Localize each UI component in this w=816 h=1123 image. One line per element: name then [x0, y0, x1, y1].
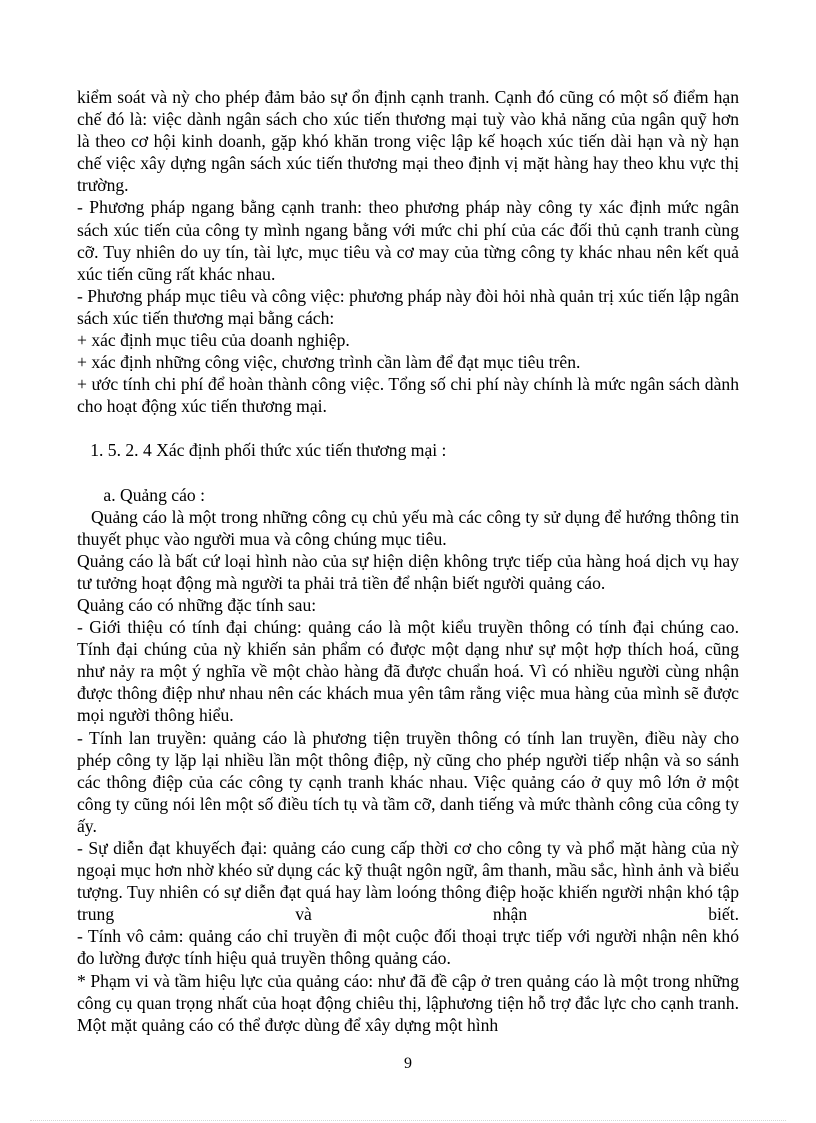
page-body — [77, 86, 744, 1036]
paragraph: + ước tính chi phí để hoàn thành công việc. Tổng số chi phí này chính là mức ngân sách dành cho hoạt động xúc tiến thương mại. — [77, 374, 739, 417]
subsection-heading: a. Quảng cáo : — [77, 484, 206, 505]
paragraph: kiểm soát và nỳ cho phép đảm bảo sự ổn định cạnh tranh. Cạnh đó cũng có một số điểm hạn chế đó là: việc dành ngân sách cho xúc tiến thương mại tuỳ vào khả năng của ngân quỹ hơn là theo cơ hội kinh doanh, gặp khó khăn trong việc lập kế hoạch xúc tiến dài hạn và nỳ hạn chế việc xây dựng ngân sách xúc tiến thương mại theo định vị mặt hàng hay theo khu vực thị trường. — [77, 87, 739, 196]
paragraph: + xác định mục tiêu của doanh nghiệp. — [77, 330, 350, 351]
paragraph: - Phương pháp mục tiêu và công việc: phương pháp này đòi hỏi nhà quản trị xúc tiến lập ngân sách xúc tiến thương mại bằng cách: — [77, 285, 739, 328]
page-bottom-divider — [30, 1120, 786, 1121]
paragraph: + xác định những công việc, chương trình cần làm để đạt mục tiêu trên. — [77, 352, 581, 373]
paragraph: - Phương pháp ngang bằng cạnh tranh: theo phương pháp này công ty xác định mức ngân sách xúc tiến của công ty mình ngang bằng với mức chi phí của các đối thủ cạnh tranh cùng cỡ. Tuy nhiên do uy tín, tài lực, mục tiêu và cơ may của từng công ty khác nhau nên kết quả xúc tiến cũng rất khác nhau. — [77, 197, 739, 284]
section-heading: 1. 5. 2. 4 Xác định phối thức xúc tiến thương mại : — [77, 440, 447, 461]
paragraph: * Phạm vi và tầm hiệu lực của quảng cáo: như đã đề cập ở tren quảng cáo là một trong những công cụ quan trọng nhất của hoạt động chiêu thị, lậphương tiện hỗ trợ đắc lực cho cạnh tranh. Một mặt quảng cáo có thể được dùng để xây dựng một hình — [77, 970, 739, 1035]
blank-line — [77, 462, 739, 484]
paragraph: Quảng cáo có những đặc tính sau: — [77, 594, 317, 615]
page-number: 9 — [404, 1055, 412, 1072]
paragraph: Quảng cáo là một trong những công cụ chủ yếu mà các công ty sử dụng để hướng thông tin thuyết phục vào người mua và công chúng mục tiêu. — [77, 506, 744, 549]
paragraph: - Tính vô cảm: quảng cáo chỉ truyền đi một cuộc đối thoại trực tiếp với người nhận nên khó đo lường được tính hiệu quả truyền thông quảng cáo. — [77, 926, 739, 969]
paragraph: - Giới thiệu có tính đại chúng: quảng cáo là một kiểu truyền thông có tính đại chúng cao. Tính đại chúng của nỳ khiến sản phẩm có được một dạng như sự một hợp thích hoá, cũng như nảy ra một ý nghĩa về một chào hàng đã được chuẩn hoá. Vì có nhiều người cùng nhận được thông điệp như nhau nên các khách mua yên tâm rằng việc mua hàng của mình sẽ được mọi người thông hiểu. — [77, 617, 739, 726]
paragraph: - Tính lan truyền: quảng cáo là phương tiện truyền thông có tính lan truyền, điều này cho phép công ty lặp lại nhiều lần một thông điệp, nỳ cũng cho phép người tiếp nhận và so sánh các thông điệp của các công ty cạnh tranh khác nhau. Việc quảng cáo ở quy mô lớn ở một công ty cũng nói lên một số điều tích tụ và tầm cỡ, danh tiếng và mức thành công của công ty ấy. — [77, 727, 739, 836]
paragraph: Quảng cáo là bất cứ loại hình nào của sự hiện diện không trực tiếp của hàng hoá dịch vụ hay tư tưởng hoạt động mà người ta phải trả tiền để nhận biết người quảng cáo. — [77, 550, 739, 593]
blank-line — [77, 417, 739, 439]
paragraph: - Sự diễn đạt khuyếch đại: quảng cáo cung cấp thời cơ cho công ty và phổ mặt hàng của nỳ ngoại mục hơn nhờ khéo sử dụng các kỹ thuật ngôn ngữ, âm thanh, mầu sắc, hình ảnh và biểu tượng. Tuy nhiên có sự diễn đạt quá hay làm loóng thông điệp hoặc khiến người nhận khó tập trung và nhận biết. — [77, 838, 739, 925]
